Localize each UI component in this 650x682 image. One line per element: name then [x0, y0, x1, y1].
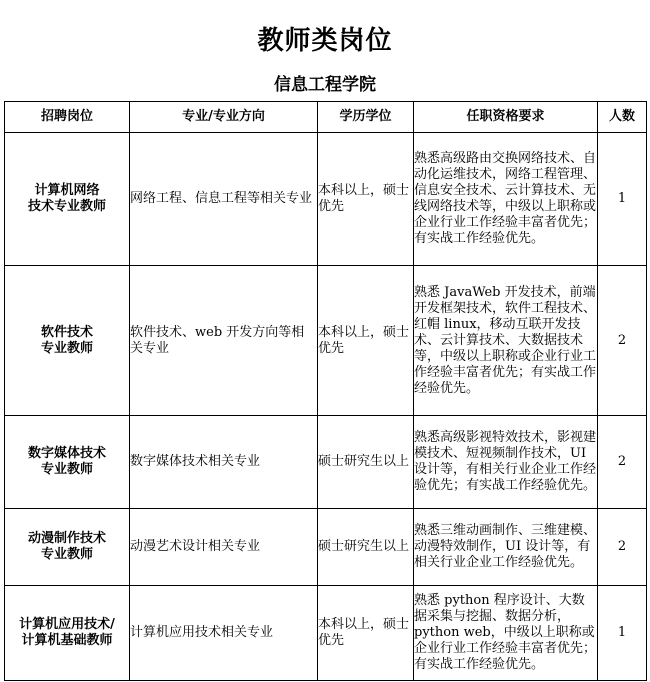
header-count: 人数: [598, 102, 647, 133]
degree-cell: 硕士研究生以上: [318, 509, 414, 586]
degree-cell: 本科以上，硕士优先: [318, 133, 414, 266]
table-row: [5, 133, 647, 266]
major-cell: 动漫艺术设计相关专业: [130, 509, 318, 586]
header-requirement: 任职资格要求: [414, 102, 598, 133]
major-cell: 软件技术、web 开发方向等相关专业: [130, 266, 318, 416]
table-header-row: [5, 102, 647, 133]
requirement-cell: 熟悉 JavaWeb 开发技术，前端开发框架技术，软件工程技术、红帽 linux，移动互联开发技术、云计算技术、大数据技术等，中级以上职称或企业行业工作经验丰富者优先；有实战工作经验优先。: [414, 266, 598, 416]
table-row: [5, 509, 647, 586]
count-cell: 2: [598, 509, 647, 586]
count-cell: 2: [598, 266, 647, 416]
position-cell: 动漫制作技术 专业教师: [5, 509, 130, 586]
header-degree: 学历学位: [318, 102, 414, 133]
table-row: [5, 266, 647, 416]
requirement-cell: 熟悉 python 程序设计、大数据采集与挖掘、数据分析，python web，中级以上职称或企业行业工作经验丰富者优先；有实战工作经验优先。: [414, 586, 598, 681]
degree-cell: 本科以上，硕士优先: [318, 586, 414, 681]
page-subtitle: 信息工程学院: [274, 75, 376, 95]
requirement-cell: 熟悉三维动画制作、三维建模、动漫特效制作，UI 设计等，有相关行业企业工作经验优先。: [414, 509, 598, 586]
table-row: [5, 586, 647, 681]
degree-cell: 硕士研究生以上: [318, 416, 414, 509]
major-cell: 数字媒体技术相关专业: [130, 416, 318, 509]
requirement-cell: 熟悉高级路由交换网络技术、自动化运维技术，网络工程管理、信息安全技术、云计算技术、无线网络技术等，中级以上职称或企业行业工作经验丰富者优先；有实战工作经验优先。: [414, 133, 598, 266]
table-row: [5, 416, 647, 509]
position-cell: 数字媒体技术 专业教师: [5, 416, 130, 509]
count-cell: 1: [598, 133, 647, 266]
header-position: 招聘岗位: [5, 102, 130, 133]
header-major: 专业/专业方向: [130, 102, 318, 133]
requirement-cell: 熟悉高级影视特效技术，影视建模技术、短视频制作技术，UI 设计等，有相关行业企业工作经验优先；有实战工作经验优先。: [414, 416, 598, 509]
degree-cell: 本科以上，硕士优先: [318, 266, 414, 416]
major-cell: 计算机应用技术相关专业: [130, 586, 318, 681]
count-cell: 1: [598, 586, 647, 681]
major-cell: 网络工程、信息工程等相关专业: [130, 133, 318, 266]
job-table: [4, 101, 647, 681]
position-cell: 计算机网络 技术专业教师: [5, 133, 130, 266]
position-cell: 软件技术 专业教师: [5, 266, 130, 416]
position-cell: 计算机应用技术/ 计算机基础教师: [5, 586, 130, 681]
count-cell: 2: [598, 416, 647, 509]
page-title: 教师类岗位: [257, 26, 393, 56]
